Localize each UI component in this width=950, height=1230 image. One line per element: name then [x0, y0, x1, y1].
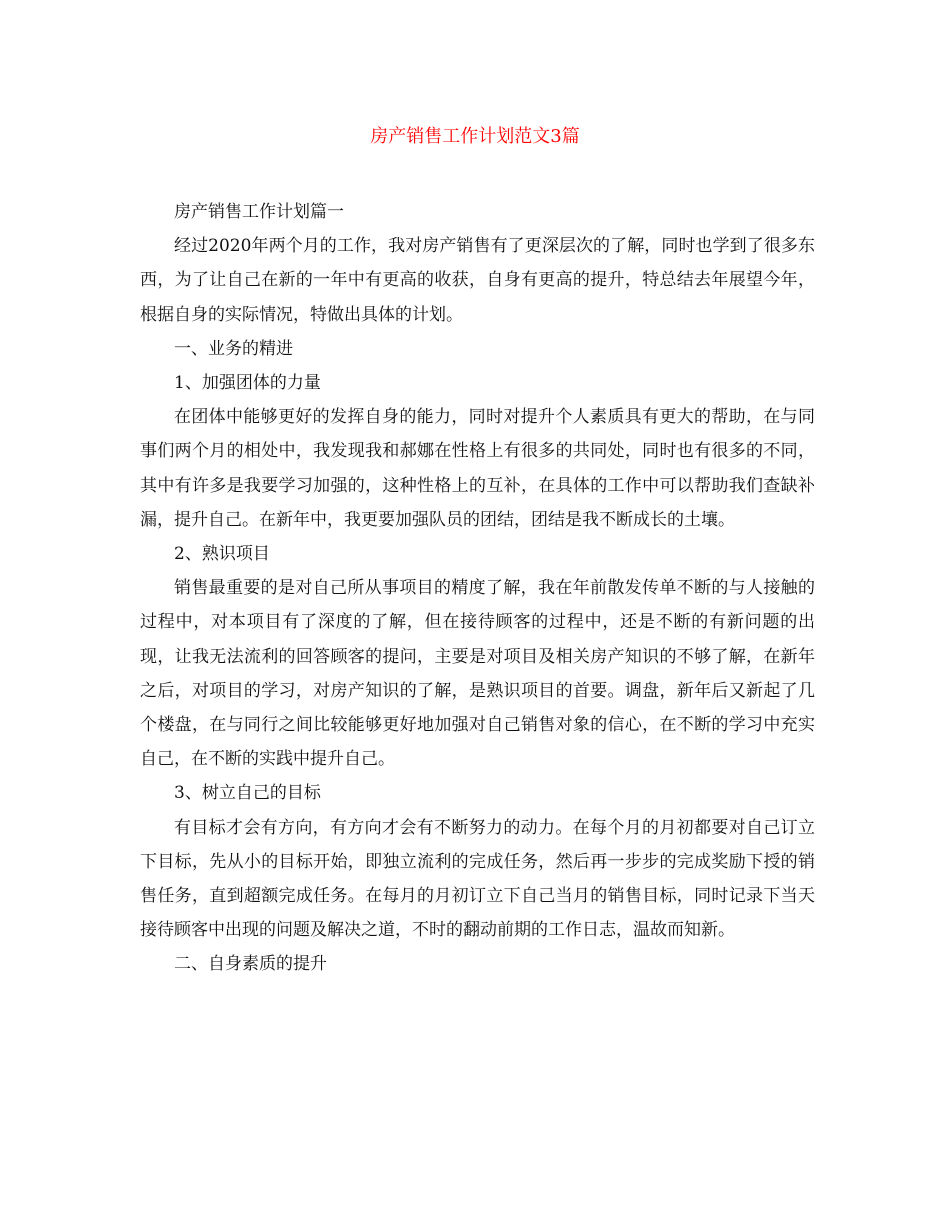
subsection-heading: 2、熟识项目 — [174, 544, 270, 565]
document-title: 房产销售工作计划范文3篇 — [370, 126, 580, 147]
paragraph: 经过2020年两个月的工作，我对房产销售有了更深层次的了解，同时也学到了很多东西，为了让自己在新的一年中有更高的收获，自身有更高的提升，特总结去年展望今年，根据自身的实际情况，特做出具体的计划。 — [140, 236, 815, 325]
section-heading: 二、自身素质的提升 — [174, 954, 327, 975]
document-body — [140, 195, 815, 982]
paragraph: 销售最重要的是对自己所从事项目的精度了解，我在年前散发传单不断的与人接触的过程中，对本项目有了深度的了解，但在接待顾客的过程中，还是不断的有新问题的出现，让我无法流利的回答顾客的提问，主要是对项目及相关房产知识的不够了解，在新年之后，对项目的学习，对房产知识的了解，是熟识项目的首要。调盘，新年后又新起了几个楼盘，在与同行之间比较能够更好地加强对自己销售对象的信心，在不断的学习中充实自己，在不断的实践中提升自己。 — [140, 578, 815, 770]
paragraph: 在团体中能够更好的发挥自身的能力，同时对提升个人素质具有更大的帮助，在与同事们两个月的相处中，我发现我和郝娜在性格上有很多的共同处，同时也有很多的不同，其中有许多是我要学习加强的，这种性格上的互补，在具体的工作中可以帮助我们查缺补漏，提升自己。在新年中，我更要加强队员的团结，团结是我不断成长的土壤。 — [140, 407, 815, 530]
paragraph: 有目标才会有方向，有方向才会有不断努力的动力。在每个月的月初都要对自己订立下目标，先从小的目标开始，即独立流利的完成任务，然后再一步步的完成奖励下授的销售任务，直到超额完成任务。在每月的月初订立下自己当月的销售目标，同时记录下当天接待顾客中出现的问题及解决之道，不时的翻动前期的工作日志，温故而知新。 — [140, 817, 815, 941]
section-heading: 一、业务的精进 — [174, 338, 293, 359]
subsection-heading: 3、树立自己的目标 — [174, 783, 321, 804]
section-heading: 房产销售工作计划篇一 — [174, 202, 344, 222]
subsection-heading: 1、加强团体的力量 — [174, 373, 321, 394]
